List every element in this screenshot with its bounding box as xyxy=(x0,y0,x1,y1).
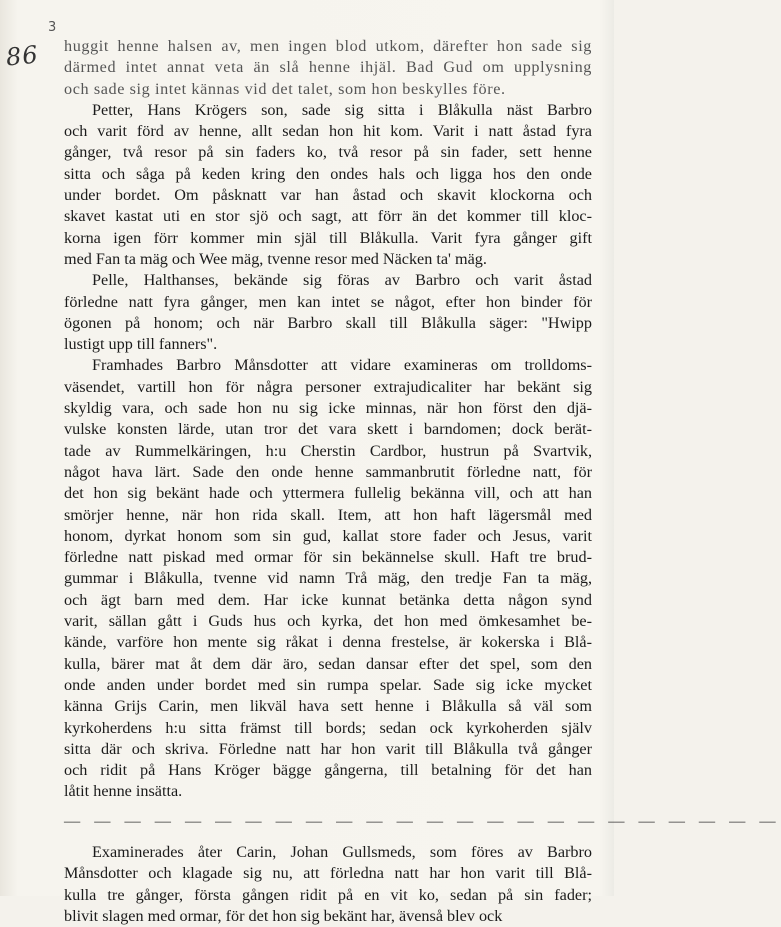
text-line: det hon sig bekänt hade och yttermera fullelig bekänna vill, och att han xyxy=(64,484,592,503)
text-line: korna igen förr kommer min själ till Blåkulla. Varit fyra gånger gift xyxy=(64,228,592,247)
text-line: och sade sig intet kännas vid det talet, som hon beskylles före. xyxy=(64,79,506,98)
text-line: och ridit på Hans Kröger bägge gångerna, till betalning för det han xyxy=(64,761,592,780)
text-line: gummar i Blåkulla, tvenne vid namn Trå mäg, den tredje Fan ta mäg, xyxy=(64,569,592,588)
section-separator: — — — — — — — — — — — — — — — — — — — — — — — — xyxy=(64,811,781,830)
text-line: Månsdotter och klagade sig nu, att förledna natt har hon varit till Blå- xyxy=(64,864,592,883)
text-line: kyrkoherdens h:u sitta främst till bords; sedan ock kyrkoherden själv xyxy=(64,718,592,737)
text-line: Pelle, Halthanses, bekände sig föras av Barbro och varit åstad xyxy=(92,271,592,290)
text-line: kände, varföre hon mente sig råkat i denna frestelse, är kokerska i Blå- xyxy=(64,633,592,652)
text-line: honom, dyrkat honom som sin gud, kallat store fader och Jesus, varit xyxy=(64,526,592,545)
text-line: skyldig vara, och sade hon nu sig icke minnas, när hon först den djä- xyxy=(64,399,592,418)
text-line: och varit förd av henne, allt sedan hon hit kom. Varit i natt åstad fyra xyxy=(64,122,592,141)
text-line: blivit slagen med ormar, för det hon sig bekänt har, ävenså blev ock xyxy=(64,906,503,925)
text-line: skavet kastat uti en stor sjö och sagt, att förr än det kommer till kloc- xyxy=(64,207,592,226)
text-line: Petter, Hans Krögers son, sade sig sitta i Blåkulla näst Barbro xyxy=(92,100,592,119)
text-line: Examinerades åter Carin, Johan Gullsmeds, som föres av Barbro xyxy=(92,842,592,861)
text-line: tade av Rummelkäringen, h:u Cherstin Cardbor, hustrun på Svartvik, xyxy=(64,441,592,460)
text-line: förledne natt fyra gånger, men kan intet se något, efter hon binder för xyxy=(64,292,592,311)
text-line: lustigt upp till fanners". xyxy=(64,335,218,354)
text-line: smörjer henne, när hon rida skall. Item, att hon haft lägersmål med xyxy=(64,505,592,524)
text-line: förledne natt piskad med ormar för sin bekännelse skull. Haft tre brud- xyxy=(64,548,592,567)
paragraph xyxy=(64,270,592,355)
text-line: under bordet. Om påsknatt var han åstad och skavit klockorna och xyxy=(64,186,592,205)
text-line: kulla tre gånger, första gången ridit på en vit ko, sedan på sin fader; xyxy=(64,885,592,904)
text-line: gånger, två resor på sin faders ko, två resor på sin fader, sett henne xyxy=(64,143,592,162)
text-line: vulske konsten lärde, utan tror det vara skett i barndomen; dock berät- xyxy=(64,420,592,439)
text-line: kulla, bärer mat åt dem där äro, sedan dansar efter det spel, som den xyxy=(64,654,592,673)
text-line: sitta och såga på keden kring den ondes hals och ligga hos den onde xyxy=(64,164,592,183)
paragraph xyxy=(64,100,592,270)
text-line: Framhades Barbro Månsdotter att vidare examineras om trolldoms- xyxy=(92,356,592,375)
corner-mark: 3 xyxy=(48,20,57,35)
paragraph xyxy=(64,842,592,927)
text-line: sitta där och skriva. Förledne natt har hon varit till Blåkulla två gånger xyxy=(64,739,592,758)
text-line: känna Grijs Carin, men likväl hava sett henne i Blåkulla så väl som xyxy=(64,697,592,716)
paragraph xyxy=(64,36,592,100)
text-line: ögonen på honom; och när Barbro skall till Blåkulla säger: "Hwipp xyxy=(64,313,592,332)
text-line: huggit henne halsen av, men ingen blod utkom, därefter hon sade sig xyxy=(64,37,592,55)
document-body xyxy=(64,36,781,927)
text-line: därmed intet annat veta än slå henne ihjäl. Bad Gud om upplysning xyxy=(64,58,592,77)
text-line: och ägt barn med dem. Har icke kunnat betänka detta någon synd xyxy=(64,590,592,609)
margin-page-number: 86 xyxy=(4,40,40,72)
text-line: onde anden under bordet med sin rumpa spelar. Sade sig icke mycket xyxy=(64,675,592,694)
text-line: något hava lärt. Sade den onde henne sammanbrutit förledne natt, för xyxy=(64,462,592,481)
text-line: låtit henne insätta. xyxy=(64,782,183,801)
text-line: väsendet, vartill hon för några personer extrajudicaliter har bekänt sig xyxy=(64,377,592,396)
text-line: varit, sällan gått i Guds hus och kyrka, det hon med ömkesamhet be- xyxy=(64,612,592,631)
paragraph xyxy=(64,355,592,802)
text-line: med Fan ta mäg och Wee mäg, tvenne resor med Näcken ta' mäg. xyxy=(64,249,487,268)
